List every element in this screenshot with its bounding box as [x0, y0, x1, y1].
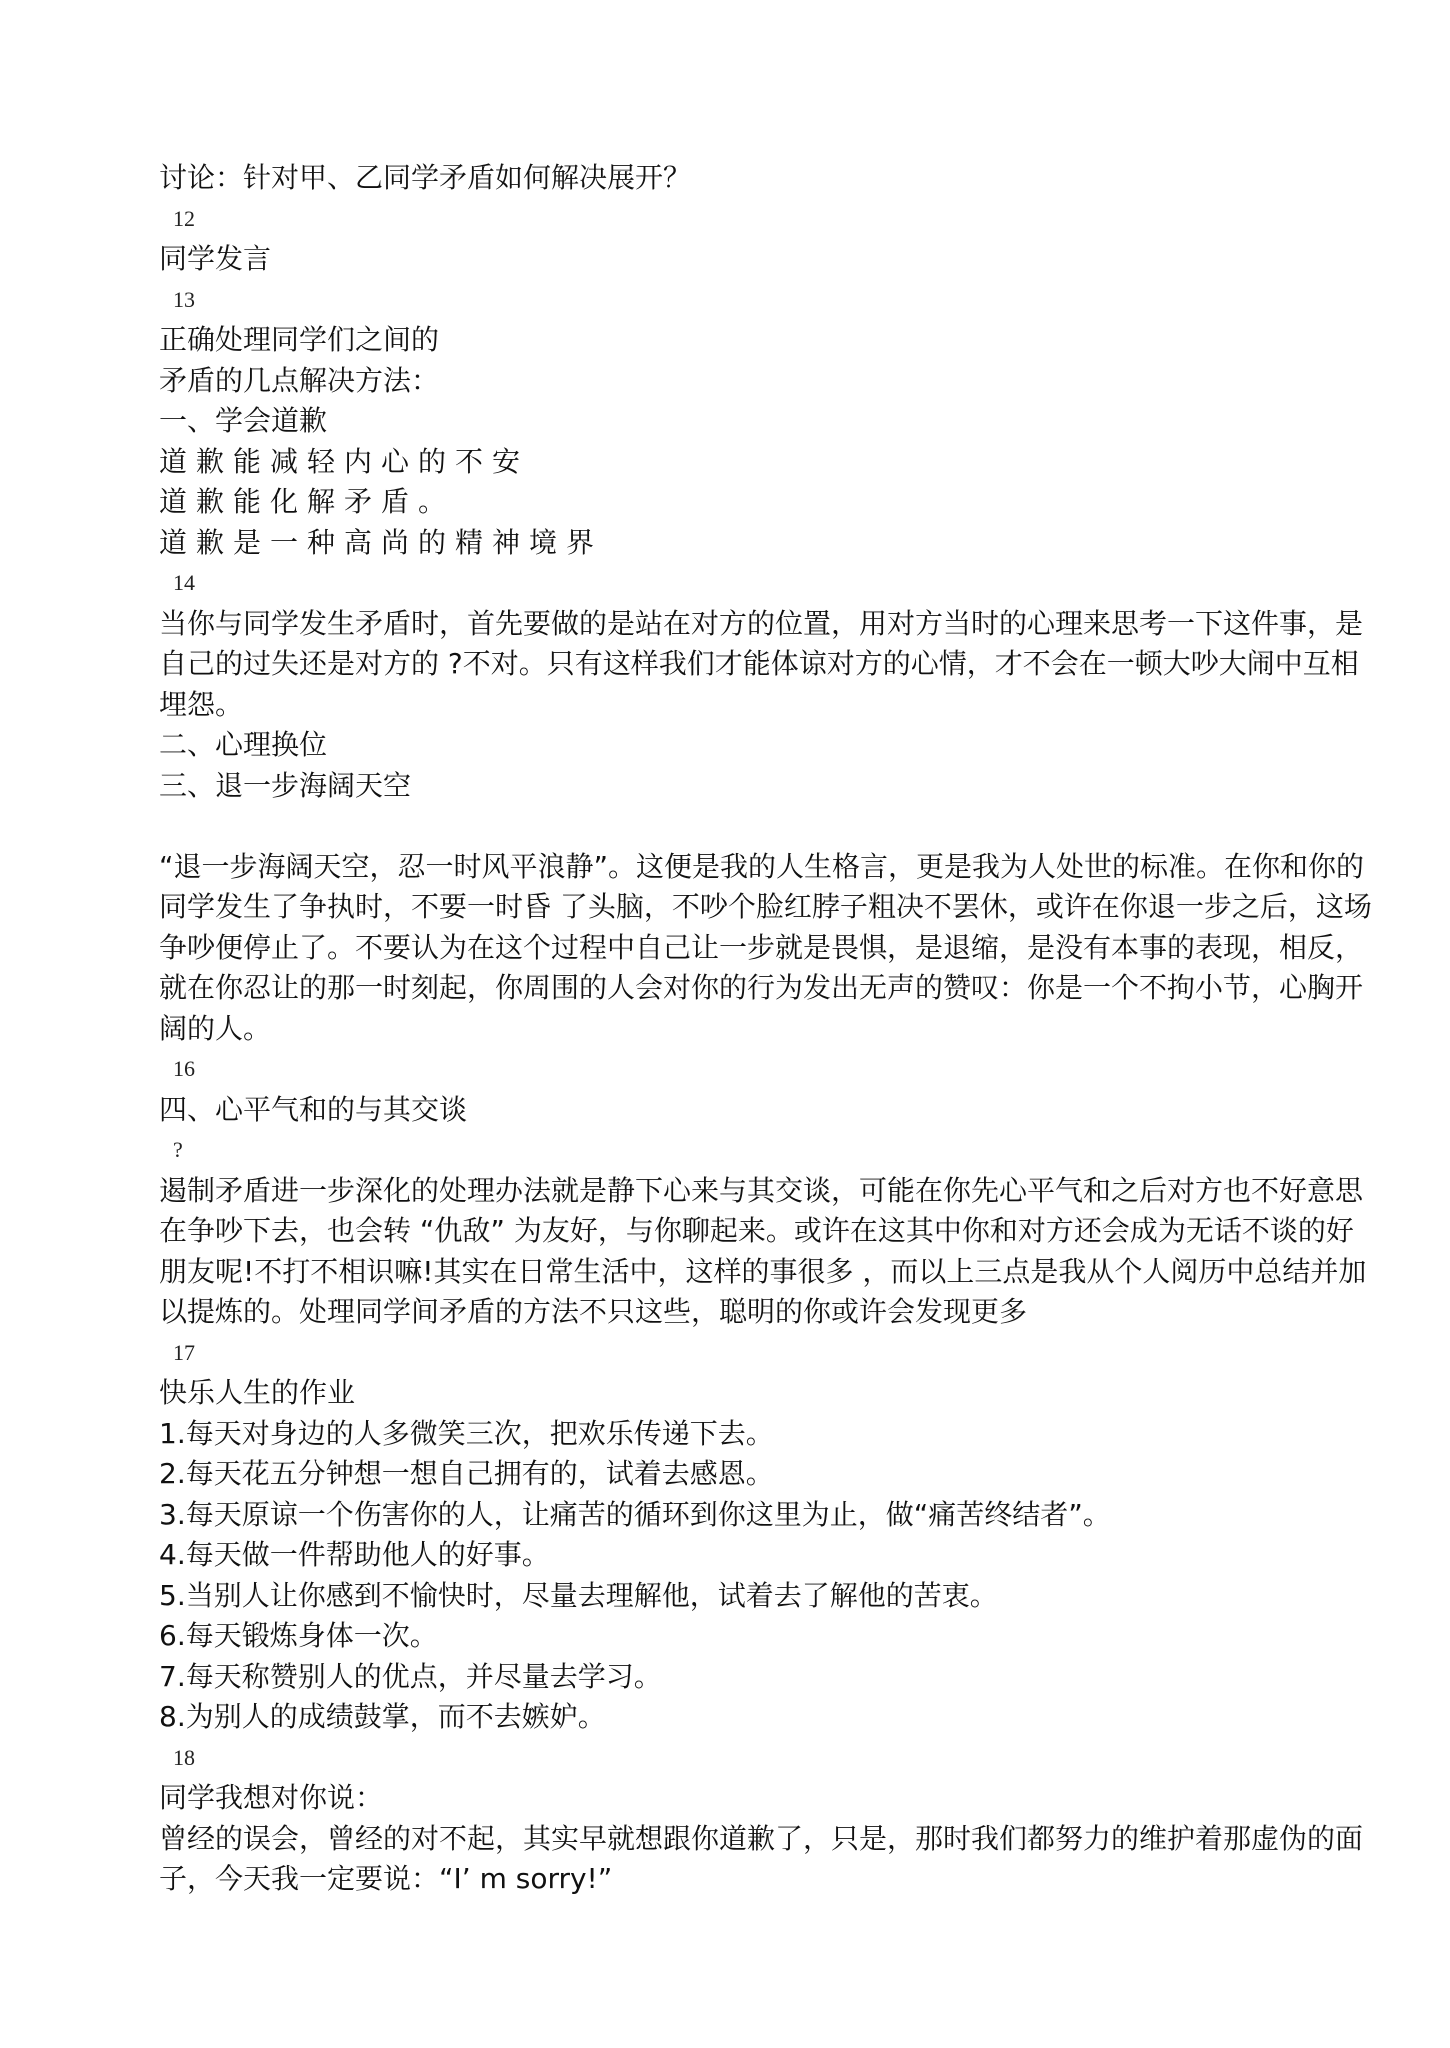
paragraph-line: 子，今天我一定要说：“I’ m sorry!” — [159, 1862, 613, 1895]
homework-title: 快乐人生的作业 — [159, 1376, 356, 1409]
paragraph-line: 自己的过失还是对方的 ?不对。只有这样我们才能体谅对方的心情，才不会在一顿大吵大闹中互相 — [159, 647, 1359, 680]
slide-number: 18 — [173, 1744, 195, 1770]
apology-point: 道歉是一种高尚的精神境界 — [159, 525, 604, 559]
closing-heading: 同学我想对你说： — [159, 1781, 384, 1814]
section-heading: 四、心平气和的与其交谈 — [159, 1092, 468, 1126]
methods-title-line-1: 正确处理同学们之间的 — [159, 323, 440, 356]
slide-number: 17 — [173, 1339, 195, 1365]
homework-item: 1.每天对身边的人多微笑三次，把欢乐传递下去。 — [159, 1416, 774, 1450]
student-speech-heading: 同学发言 — [159, 242, 272, 275]
slide-number: 12 — [173, 205, 195, 231]
paragraph-line: 同学发生了争执时，不要一时昏 了头脑，不吵个脸红脖子粗决不罢休，或许在你退一步之后，这场 — [159, 890, 1372, 923]
homework-item: 8.为别人的成绩鼓掌，而不去嫉妒。 — [159, 1700, 606, 1733]
apology-point: 道歉能化解矛盾。 — [159, 485, 456, 518]
discussion-prompt: 讨论：针对甲、乙同学矛盾如何解决展开？ — [159, 161, 692, 194]
homework-item: 2.每天花五分钟想一想自己拥有的，试着去感恩。 — [159, 1457, 774, 1490]
homework-item: 4.每天做一件帮助他人的好事。 — [159, 1538, 550, 1571]
paragraph-line: 朋友呢!不打不相识嘛!其实在日常生活中，这样的事很多 ，而以上三点是我从个人阅历中总结并加 — [159, 1254, 1367, 1288]
section-heading: 二、心理换位 — [159, 728, 328, 761]
section-heading: 一、学会道歉 — [159, 404, 328, 437]
paragraph-line: 埋怨。 — [159, 687, 244, 721]
paragraph-line: 当你与同学发生矛盾时，首先要做的是站在对方的位置，用对方当时的心理来思考一下这件事，是 — [159, 606, 1364, 640]
slide-number: 16 — [173, 1056, 195, 1081]
apology-point: 道歉能减轻内心的不安 — [159, 444, 530, 478]
paragraph-line: 遏制矛盾进一步深化的处理办法就是静下心来与其交谈，可能在你先心平气和之后对方也不好意思 — [159, 1173, 1364, 1207]
paragraph-line: 阔的人。 — [159, 1011, 272, 1045]
section-heading: 三、退一步海阔天空 — [159, 768, 412, 802]
paragraph-line: 在争吵下去，也会转 “仇敌” 为友好，与你聊起来。或许在这其中你和对方还会成为无话不谈的好 — [159, 1214, 1354, 1247]
methods-title-line-2: 矛盾的几点解决方法： — [159, 363, 440, 397]
paragraph-line: 曾经的误会，曾经的对不起，其实早就想跟你道歉了，只是，那时我们都努力的维护着那虚伪的面 — [159, 1821, 1364, 1855]
blank-line — [159, 806, 1309, 847]
slide-number: 13 — [173, 286, 195, 312]
paragraph-line: 就在你忍让的那一时刻起，你周围的人会对你的行为发出无声的赞叹：你是一个不拘小节，心胸开 — [159, 971, 1364, 1004]
homework-item: 5.当别人让你感到不愉快时，尽量去理解他，试着去了解他的苦衷。 — [159, 1578, 998, 1612]
homework-item: 6.每天锻炼身体一次。 — [159, 1619, 438, 1652]
paragraph-line: “退一步海阔天空，忍一时风平浪静”。这便是我的人生格言，更是我为人处世的标准。在你和你的 — [159, 849, 1365, 883]
homework-item: 3.每天原谅一个伤害你的人，让痛苦的循环到你这里为止，做“痛苦终结者”。 — [159, 1497, 1111, 1531]
slide-number: ? — [173, 1137, 183, 1162]
paragraph-line: 争吵便停止了。不要认为在这个过程中自己让一步就是畏惧，是退缩，是没有本事的表现，相反， — [159, 930, 1364, 964]
homework-item: 7.每天称赞别人的优点，并尽量去学习。 — [159, 1659, 662, 1693]
document-page — [159, 158, 1372, 1900]
slide-number: 14 — [173, 570, 195, 595]
paragraph-line: 以提炼的。处理同学间矛盾的方法不只这些，聪明的你或许会发现更多 — [159, 1295, 1028, 1328]
